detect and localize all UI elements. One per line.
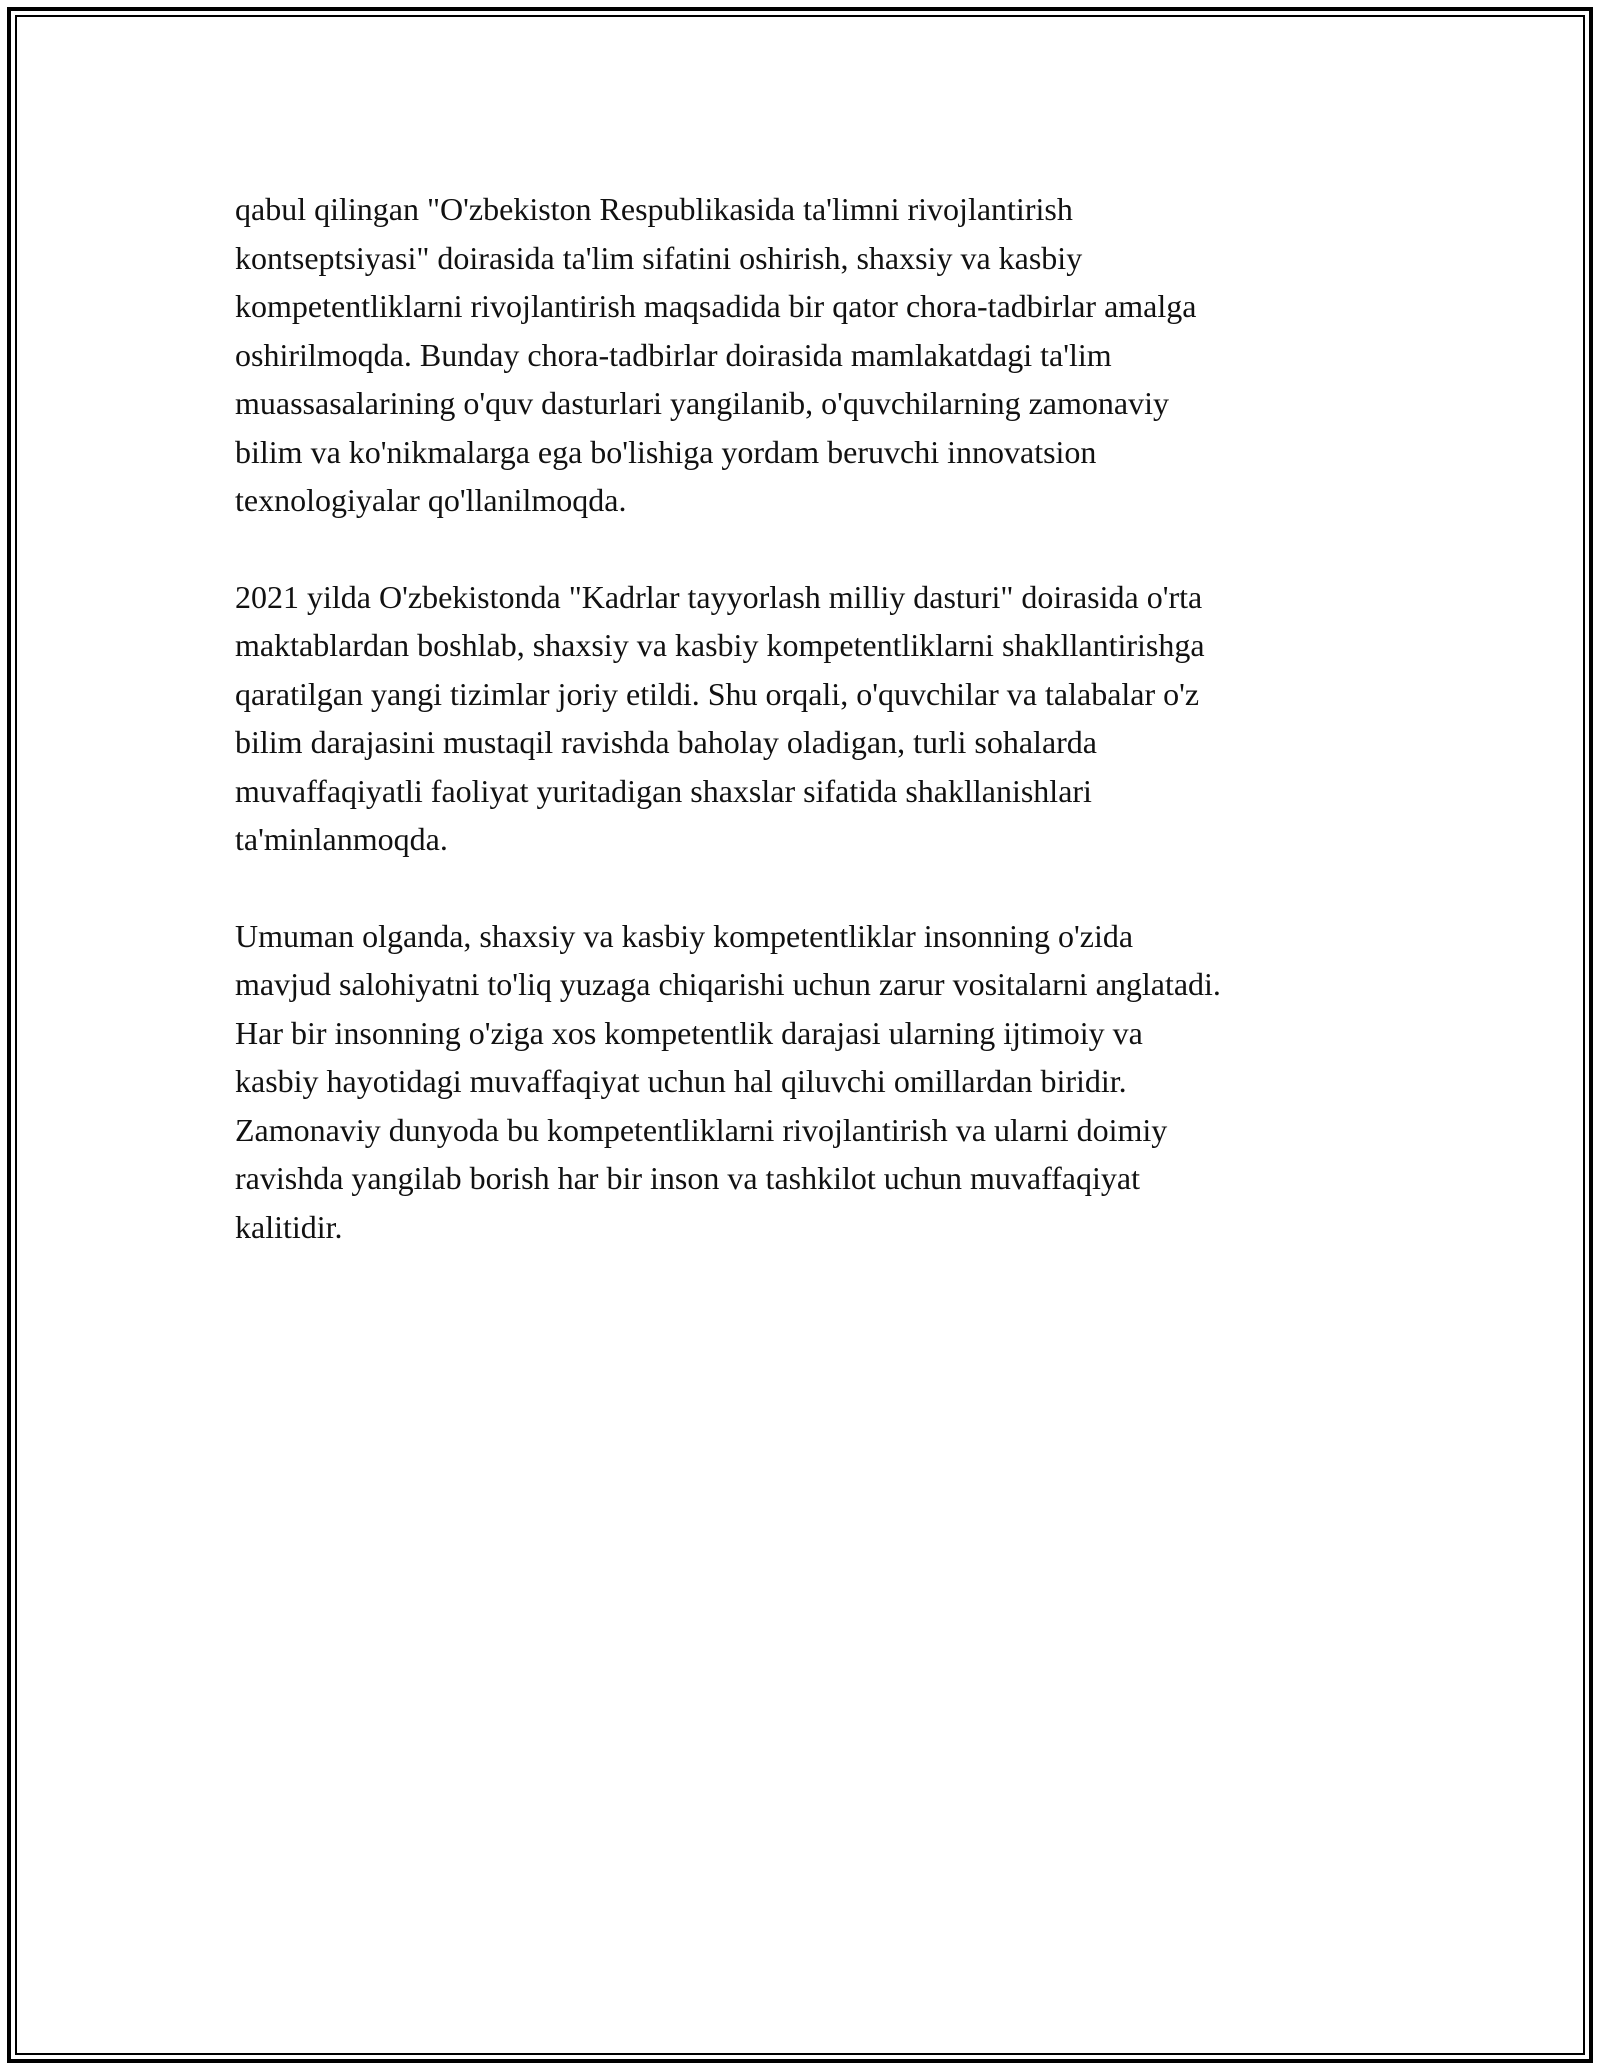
text-line: texnologiyalar qo'llanilmoqda. xyxy=(235,482,627,518)
document-body xyxy=(235,185,1375,1299)
paragraph-1 xyxy=(235,185,1375,525)
text-line: 2021 yilda O'zbekistonda "Kadrlar tayyorlash milliy dasturi" doirasida o'rta xyxy=(235,578,1203,615)
text-line: bilim darajasini mustaqil ravishda baholay oladigan, turli sohalarda xyxy=(235,724,1097,760)
text-line: kalitidir. xyxy=(235,1208,343,1245)
text-line: oshirilmoqda. Bunday chora-tadbirlar doirasida mamlakatdagi ta'lim xyxy=(235,336,1112,373)
text-line: Zamonaviy dunyoda bu kompetentliklarni rivojlantirish va ularni doimiy xyxy=(235,1111,1168,1148)
paragraph-3 xyxy=(235,912,1375,1252)
text-line: Umuman olganda, shaxsiy va kasbiy kompetentliklar insonning o'zida xyxy=(235,917,1134,954)
paragraph-2 xyxy=(235,573,1375,864)
text-line: mavjud salohiyatni to'liq yuzaga chiqarishi uchun zarur vositalarni anglatadi. xyxy=(235,966,1221,1002)
text-line: qabul qilingan "O'zbekiston Respublikasida ta'limni rivojlantirish xyxy=(235,191,1073,227)
text-line: kontseptsiyasi" doirasida ta'lim sifatini oshirish, shaxsiy va kasbiy xyxy=(235,239,1083,276)
text-line: qaratilgan yangi tizimlar joriy etildi. Shu orqali, o'quvchilar va talabalar o'z xyxy=(235,675,1200,712)
text-line: kompetentliklarni rivojlantirish maqsadida bir qator chora-tadbirlar amalga xyxy=(235,288,1197,324)
text-line: bilim va ko'nikmalarga ega bo'lishiga yordam beruvchi innovatsion xyxy=(235,433,1097,470)
text-line: ta'minlanmoqda. xyxy=(235,821,448,857)
text-line: ravishda yangilab borish har bir inson va tashkilot uchun muvaffaqiyat xyxy=(235,1160,1140,1196)
text-line: kasbiy hayotidagi muvaffaqiyat uchun hal qiluvchi omillardan biridir. xyxy=(235,1063,1127,1099)
text-line: muassasalarining o'quv dasturlari yangilanib, o'quvchilarning zamonaviy xyxy=(235,385,1169,421)
text-line: muvaffaqiyatli faoliyat yuritadigan shaxslar sifatida shakllanishlari xyxy=(235,772,1092,809)
text-line: maktablardan boshlab, shaxsiy va kasbiy kompetentliklarni shakllantirishga xyxy=(235,627,1205,663)
text-line: Har bir insonning o'ziga xos kompetentlik darajasi ularning ijtimoiy va xyxy=(235,1014,1143,1051)
